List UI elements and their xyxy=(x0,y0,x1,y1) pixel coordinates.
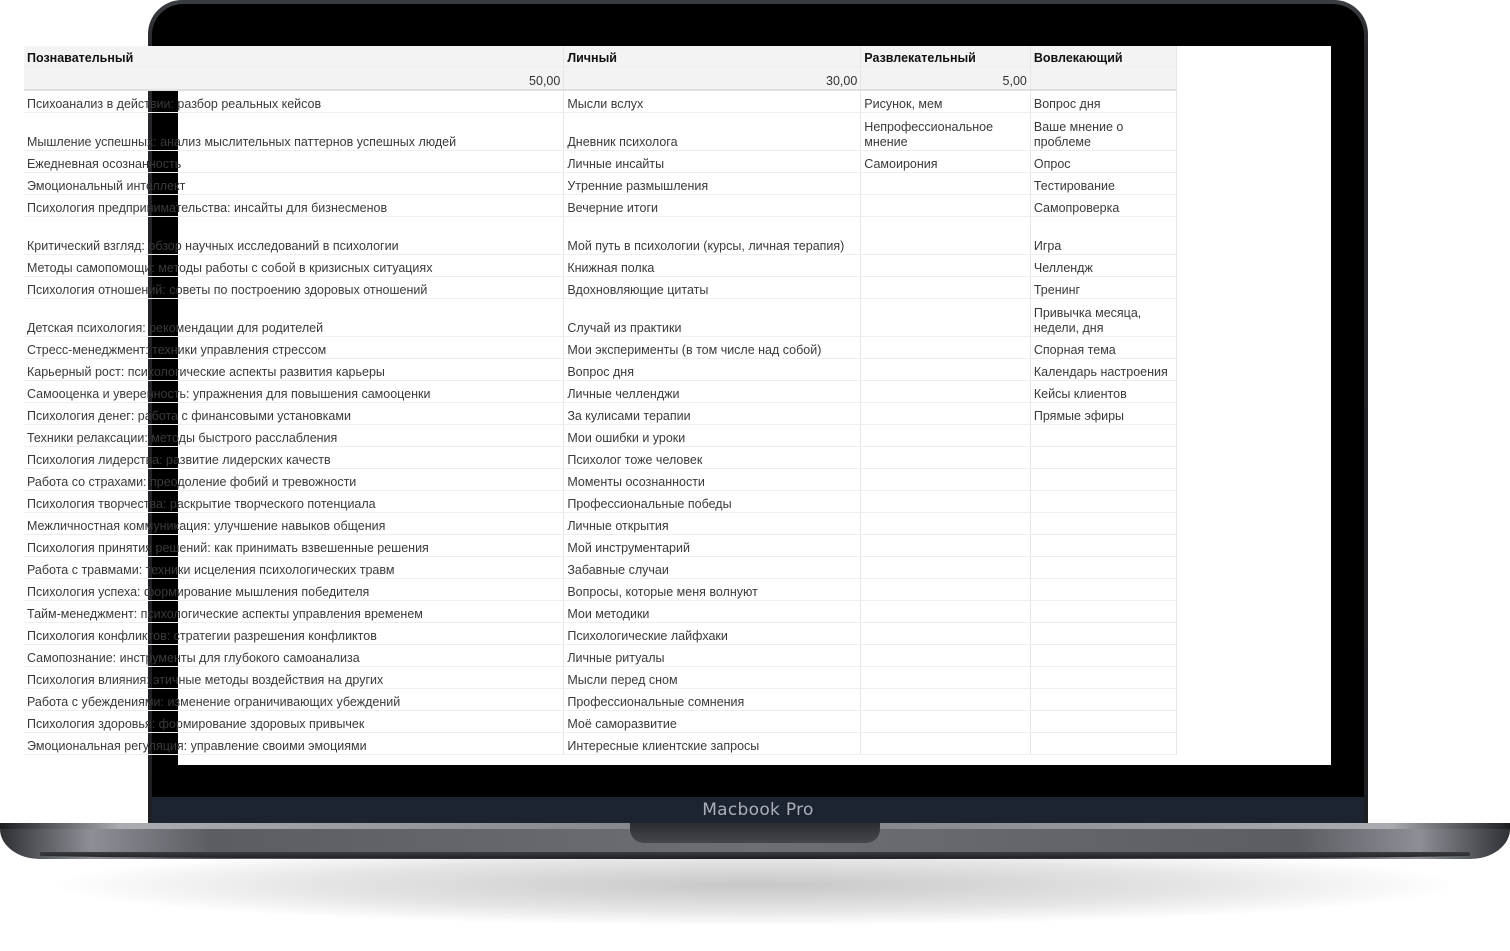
table-cell[interactable] xyxy=(1030,711,1176,733)
table-row xyxy=(24,447,1177,469)
table-cell[interactable]: Ваше мнение о проблеме xyxy=(1030,113,1176,151)
table-row xyxy=(24,623,1177,645)
table-cell[interactable]: Психология отношений: советы по построению здоровых отношений xyxy=(24,277,564,299)
weight-row xyxy=(24,67,1177,91)
table-cell[interactable] xyxy=(861,579,1031,601)
table-cell[interactable]: Личные челленджи xyxy=(564,381,861,403)
table-row xyxy=(24,667,1177,689)
table-row xyxy=(24,689,1177,711)
table-cell[interactable]: Моё саморазвитие xyxy=(564,711,861,733)
header-cell[interactable]: Вовлекающий xyxy=(1030,46,1176,67)
table-cell[interactable]: Личные ритуалы xyxy=(564,645,861,667)
table-cell[interactable] xyxy=(1030,623,1176,645)
table-row xyxy=(24,601,1177,623)
table-cell[interactable]: Календарь настроения xyxy=(1030,359,1176,381)
weight-cell[interactable] xyxy=(1030,67,1176,91)
table-cell[interactable]: Привычка месяца, недели, дня xyxy=(1030,299,1176,337)
table-cell[interactable]: Мышление успешных: анализ мыслительных паттернов успешных людей xyxy=(24,113,564,151)
table-cell[interactable]: Интересные клиентские запросы xyxy=(564,733,861,755)
table-row xyxy=(24,425,1177,447)
table-cell[interactable]: Самоирония xyxy=(861,151,1031,173)
table-cell[interactable] xyxy=(1030,557,1176,579)
table-cell[interactable]: Мои ошибки и уроки xyxy=(564,425,861,447)
table-cell[interactable]: Мысли вслух xyxy=(564,90,861,113)
table-row xyxy=(24,173,1177,195)
table-cell[interactable] xyxy=(861,337,1031,359)
table-cell[interactable]: Челлендж xyxy=(1030,255,1176,277)
table-cell[interactable] xyxy=(861,601,1031,623)
weight-cell[interactable]: 30,00 xyxy=(564,67,861,91)
table-cell[interactable]: Тестирование xyxy=(1030,173,1176,195)
table-cell[interactable]: Детская психология: рекомендации для родителей xyxy=(24,299,564,337)
table-cell[interactable] xyxy=(861,491,1031,513)
table-cell[interactable] xyxy=(861,469,1031,491)
table-cell[interactable]: Вопрос дня xyxy=(1030,90,1176,113)
table-cell[interactable] xyxy=(861,195,1031,217)
table-cell[interactable]: Психология лидерства: развитие лидерских качеств xyxy=(24,447,564,469)
table-cell[interactable]: Самопознание: инструменты для глубокого самоанализа xyxy=(24,645,564,667)
table-row xyxy=(24,469,1177,491)
table-cell[interactable] xyxy=(861,381,1031,403)
table-cell[interactable]: Психология творчества: раскрытие творческого потенциала xyxy=(24,491,564,513)
table-row xyxy=(24,90,1177,113)
table-cell[interactable]: За кулисами терапии xyxy=(564,403,861,425)
table-row xyxy=(24,217,1177,255)
table-cell[interactable]: Спорная тема xyxy=(1030,337,1176,359)
table-cell[interactable]: Эмоциональный интеллект xyxy=(24,173,564,195)
table-cell[interactable] xyxy=(861,535,1031,557)
header-row xyxy=(24,46,1177,67)
table-cell[interactable] xyxy=(1030,689,1176,711)
table-row xyxy=(24,645,1177,667)
table-cell[interactable] xyxy=(861,173,1031,195)
table-cell[interactable]: Психология принятия решений: как принимать взвешенные решения xyxy=(24,535,564,557)
table-cell[interactable]: Межличностная коммуникация: улучшение навыков общения xyxy=(24,513,564,535)
table-cell[interactable]: Психология денег: работа с финансовыми установками xyxy=(24,403,564,425)
weight-cell[interactable]: 50,00 xyxy=(24,67,564,91)
header-cell[interactable]: Познавательный xyxy=(24,46,564,67)
table-cell[interactable]: Вопрос дня xyxy=(564,359,861,381)
table-cell[interactable]: Работа с травмами: техники исцеления психологических травм xyxy=(24,557,564,579)
header-cell[interactable]: Личный xyxy=(564,46,861,67)
table-cell[interactable]: Вдохновляющие цитаты xyxy=(564,277,861,299)
table-cell[interactable] xyxy=(861,513,1031,535)
table-cell[interactable]: Непрофессиональное мнение xyxy=(861,113,1031,151)
table-cell[interactable]: Самооценка и уверенность: упражнения для повышения самооценки xyxy=(24,381,564,403)
table-cell[interactable] xyxy=(861,255,1031,277)
table-cell[interactable] xyxy=(1030,491,1176,513)
table-cell[interactable]: Рисунок, мем xyxy=(861,90,1031,113)
header-cell[interactable]: Развлекательный xyxy=(861,46,1031,67)
spreadsheet xyxy=(24,46,1177,755)
table-cell[interactable] xyxy=(861,359,1031,381)
table-cell[interactable]: Профессиональные сомнения xyxy=(564,689,861,711)
table-cell[interactable]: Стресс-менеджмент: техники управления стрессом xyxy=(24,337,564,359)
table-cell[interactable]: Личные инсайты xyxy=(564,151,861,173)
weight-cell[interactable]: 5,00 xyxy=(861,67,1031,91)
table-row xyxy=(24,579,1177,601)
table-cell[interactable]: Личные открытия xyxy=(564,513,861,535)
table-cell[interactable]: Психология успеха: формирование мышления победителя xyxy=(24,579,564,601)
table-cell[interactable]: Мои эксперименты (в том числе над собой) xyxy=(564,337,861,359)
table-cell[interactable]: Психология предпринимательства: инсайты для бизнесменов xyxy=(24,195,564,217)
table-cell[interactable]: Мои методики xyxy=(564,601,861,623)
table-cell[interactable]: Вечерние итоги xyxy=(564,195,861,217)
laptop-base-foot xyxy=(40,852,1470,859)
table-cell[interactable]: Техники релаксации: методы быстрого расслабления xyxy=(24,425,564,447)
table-cell[interactable]: Игра xyxy=(1030,217,1176,255)
table-cell[interactable] xyxy=(1030,645,1176,667)
table-cell[interactable]: Ежедневная осознанность xyxy=(24,151,564,173)
laptop-notch xyxy=(630,823,880,843)
table-row xyxy=(24,337,1177,359)
table-cell[interactable]: Карьерный рост: психологические аспекты развития карьеры xyxy=(24,359,564,381)
table-cell[interactable]: Мой инструментарий xyxy=(564,535,861,557)
table-row xyxy=(24,491,1177,513)
table-cell[interactable]: Случай из практики xyxy=(564,299,861,337)
table-cell[interactable]: Прямые эфиры xyxy=(1030,403,1176,425)
table-cell[interactable]: Работа с убеждениями: изменение ограничивающих убеждений xyxy=(24,689,564,711)
table-row xyxy=(24,557,1177,579)
table-row xyxy=(24,299,1177,337)
table-cell[interactable]: Книжная полка xyxy=(564,255,861,277)
table-cell[interactable] xyxy=(1030,469,1176,491)
table-cell[interactable] xyxy=(861,689,1031,711)
table-cell[interactable]: Дневник психолога xyxy=(564,113,861,151)
table-cell[interactable] xyxy=(861,623,1031,645)
table-cell[interactable] xyxy=(861,277,1031,299)
table-cell[interactable]: Моменты осознанности xyxy=(564,469,861,491)
table-row xyxy=(24,711,1177,733)
table-cell[interactable]: Психология здоровья: формирование здоровых привычек xyxy=(24,711,564,733)
table-cell[interactable] xyxy=(1030,601,1176,623)
table-row xyxy=(24,403,1177,425)
table-cell[interactable]: Психолог тоже человек xyxy=(564,447,861,469)
table-cell[interactable]: Тайм-менеджмент: психологические аспекты управления временем xyxy=(24,601,564,623)
table-cell[interactable]: Мысли перед сном xyxy=(564,667,861,689)
table-cell[interactable] xyxy=(861,645,1031,667)
table-row xyxy=(24,277,1177,299)
table-cell[interactable]: Забавные случаи xyxy=(564,557,861,579)
table-cell[interactable] xyxy=(1030,667,1176,689)
table-cell[interactable]: Работа со страхами: преодоление фобий и тревожности xyxy=(24,469,564,491)
table-cell[interactable] xyxy=(861,557,1031,579)
table-cell[interactable] xyxy=(861,447,1031,469)
table-cell[interactable]: Психоанализ в действии: разбор реальных кейсов xyxy=(24,90,564,113)
table-cell[interactable] xyxy=(861,425,1031,447)
table-row xyxy=(24,255,1177,277)
table-row xyxy=(24,513,1177,535)
table-cell[interactable] xyxy=(861,403,1031,425)
table-row xyxy=(24,195,1177,217)
table-row xyxy=(24,733,1177,755)
table-row xyxy=(24,113,1177,151)
table-cell[interactable]: Мой путь в психологии (курсы, личная терапия) xyxy=(564,217,861,255)
table-cell[interactable]: Психологические лайфхаки xyxy=(564,623,861,645)
table-row xyxy=(24,381,1177,403)
table-cell[interactable] xyxy=(861,711,1031,733)
table-cell[interactable] xyxy=(861,667,1031,689)
spreadsheet-body xyxy=(24,46,1177,755)
table-cell[interactable]: Опрос xyxy=(1030,151,1176,173)
table-cell[interactable]: Кейсы клиентов xyxy=(1030,381,1176,403)
table-cell[interactable] xyxy=(1030,513,1176,535)
table-cell[interactable]: Психология влияния: этичные методы воздействия на других xyxy=(24,667,564,689)
laptop-screen xyxy=(27,46,1331,765)
table-cell[interactable]: Психология конфликтов: стратегии разрешения конфликтов xyxy=(24,623,564,645)
table-row xyxy=(24,151,1177,173)
table-cell[interactable] xyxy=(1030,579,1176,601)
table-cell[interactable] xyxy=(1030,425,1176,447)
table-cell[interactable] xyxy=(861,299,1031,337)
table-cell[interactable]: Эмоциональная регуляция: управление своими эмоциями xyxy=(24,733,564,755)
table-cell[interactable]: Самопроверка xyxy=(1030,195,1176,217)
table-cell[interactable]: Критический взгляд: обзор научных исследований в психологии xyxy=(24,217,564,255)
table-row xyxy=(24,535,1177,557)
table-cell[interactable]: Утренние размышления xyxy=(564,173,861,195)
table-cell[interactable]: Профессиональные победы xyxy=(564,491,861,513)
table-cell[interactable] xyxy=(861,733,1031,755)
table-cell[interactable]: Методы самопомощи: методы работы с собой в кризисных ситуациях xyxy=(24,255,564,277)
table-cell[interactable] xyxy=(861,217,1031,255)
table-cell[interactable] xyxy=(1030,447,1176,469)
table-row xyxy=(24,359,1177,381)
table-cell[interactable]: Тренинг xyxy=(1030,277,1176,299)
table-cell[interactable] xyxy=(1030,733,1176,755)
table-cell[interactable]: Вопросы, которые меня волнуют xyxy=(564,579,861,601)
table-cell[interactable] xyxy=(1030,535,1176,557)
device-label: Macbook Pro xyxy=(702,800,814,820)
